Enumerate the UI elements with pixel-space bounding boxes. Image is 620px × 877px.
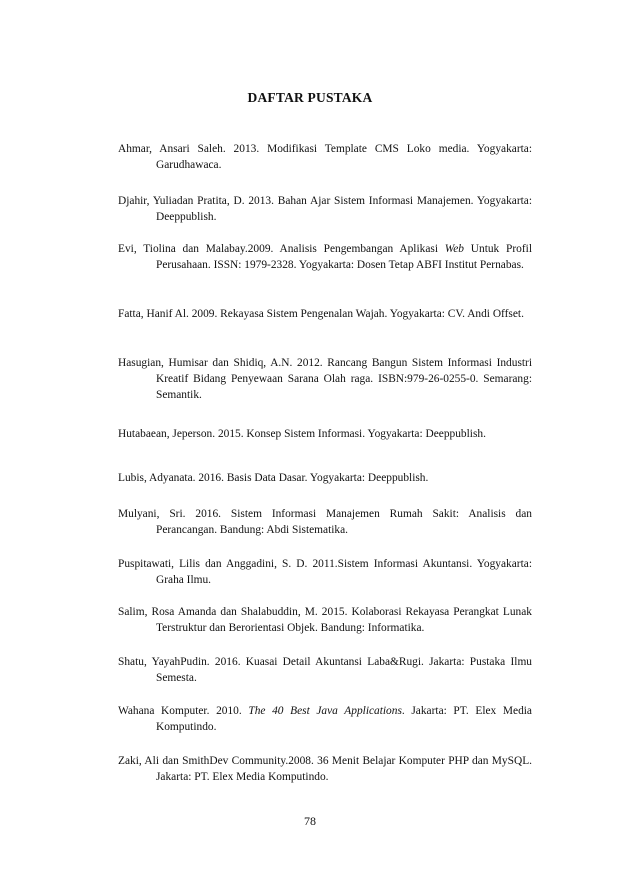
reference-entry: Mulyani, Sri. 2016. Sistem Informasi Manajemen Rumah Sakit: Analisis dan Perancangan. Bandung: Abdi Sistematika. [118,508,532,536]
reference-entry: Salim, Rosa Amanda dan Shalabuddin, M. 2015. Kolaborasi Rekayasa Perangkat Lunak Terstruktur dan Berorientasi Objek. Bandung: Informatika. [118,606,532,634]
reference-entry: Ahmar, Ansari Saleh. 2013. Modifikasi Template CMS Loko media. Yogyakarta: Garudhawaca. [118,143,532,171]
reference-entry: Hasugian, Humisar dan Shidiq, A.N. 2012. Rancang Bangun Sistem Informasi Industri Kreatif Bidang Penyewaan Sarana Olah raga. ISBN:979-26-0255-0. Semarang: Semantik. [118,357,532,401]
reference-entry: Lubis, Adyanata. 2016. Basis Data Dasar. Yogyakarta: Deeppublish. [118,472,429,484]
reference-entry: Fatta, Hanif Al. 2009. Rekayasa Sistem Pengenalan Wajah. Yogyakarta: CV. Andi Offset. [118,308,524,320]
reference-entry: Shatu, YayahPudin. 2016. Kuasai Detail Akuntansi Laba&Rugi. Jakarta: Pustaka Ilmu Semesta. [118,656,532,684]
reference-entry: Evi, Tiolina dan Malabay.2009. Analisis Pengembangan Aplikasi Web Untuk Profil Perusahaan. ISSN: 1979-2328. Yogyakarta: Dosen Tetap ABFI Institut Pernabas. [118,243,532,271]
reference-entry: Hutabaean, Jeperson. 2015. Konsep Sistem Informasi. Yogyakarta: Deeppublish. [118,428,486,440]
page-number: 78 [304,814,316,828]
reference-entry: Djahir, Yuliadan Pratita, D. 2013. Bahan Ajar Sistem Informasi Manajemen. Yogyakarta: Deeppublish. [118,195,532,223]
reference-entry: Zaki, Ali dan SmithDev Community.2008. 36 Menit Belajar Komputer PHP dan MySQL. Jakarta: PT. Elex Media Komputindo. [118,755,532,783]
page-title: DAFTAR PUSTAKA [247,90,373,105]
reference-entry: Puspitawati, Lilis dan Anggadini, S. D. 2011.Sistem Informasi Akuntansi. Yogyakarta: Graha Ilmu. [118,558,532,586]
reference-entry: Wahana Komputer. 2010. The 40 Best Java Applications. Jakarta: PT. Elex Media Komputindo. [118,705,532,733]
